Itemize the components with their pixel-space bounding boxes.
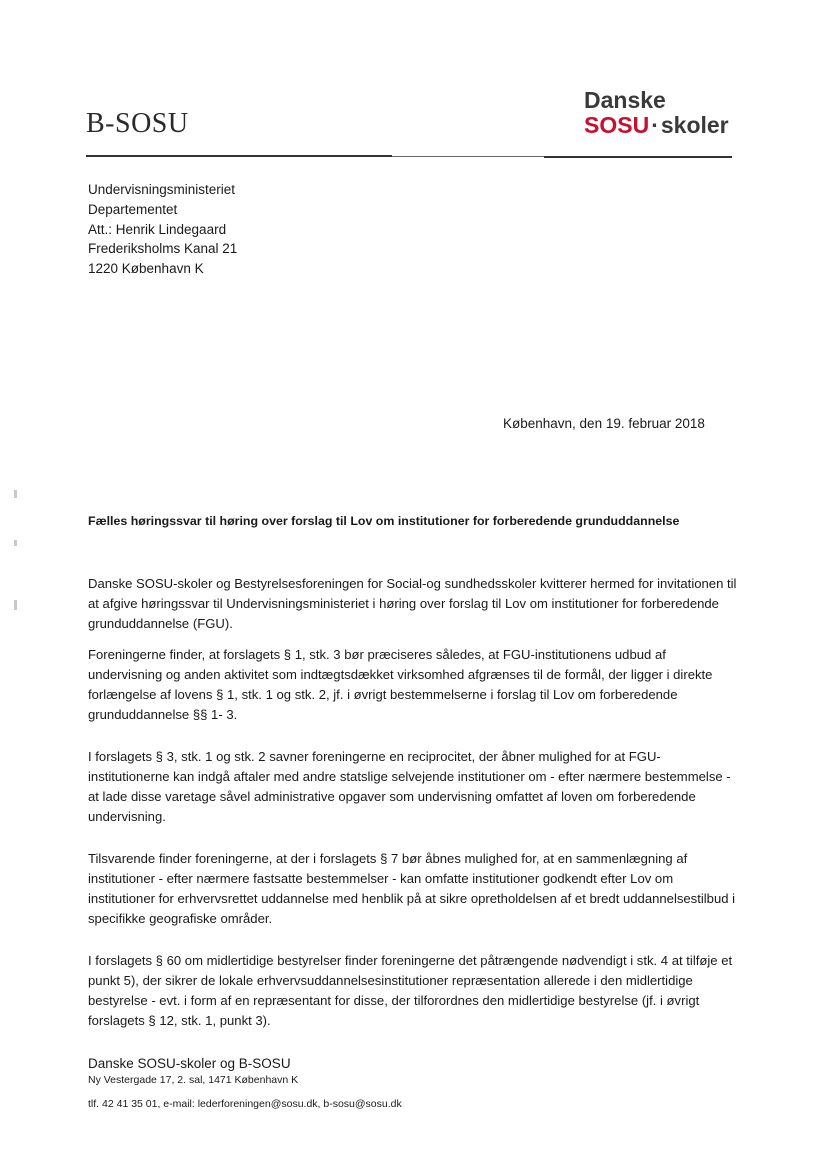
- header-rule-left: [86, 155, 392, 157]
- recipient-line: Undervisningsministeriet: [88, 182, 236, 197]
- danske-sosu-skoler-logo: [584, 88, 729, 138]
- body-paragraph: Danske SOSU-skoler og Bestyrelsesforeningen for Social-og sundhedsskoler kvitterer hermed for invitationen til at afgive høringssvar til Undervisningsministeriet i høring over forslag til Lov om institutioner for forberedende grunduddannelse (FGU).: [88, 576, 737, 631]
- footer-contact: tlf. 42 41 35 01, e-mail: lederforeningen@sosu.dk, b-sosu@sosu.dk: [88, 1098, 402, 1110]
- recipient-line: Frederiksholms Kanal 21: [88, 241, 238, 257]
- logo-danske-text: Danske: [584, 87, 666, 113]
- letter-footer: [88, 1055, 402, 1112]
- recipient-line: Att.: Henrik Lindegaard: [88, 221, 227, 237]
- footer-address: Ny Vestergade 17, 2. sal, 1471 København K: [88, 1074, 299, 1086]
- recipient-line: 1220 København K: [88, 261, 204, 277]
- header-rule-right: [544, 156, 732, 158]
- body-paragraph: I forslagets § 60 om midlertidige bestyrelser finder foreningerne det påtrængende nødvendigt i stk. 4 at tilføje et punkt 5), der sikrer de lokale erhvervsuddannelsesinstitutioner repræsentation allerede i den midlertidige bestyrelse - evt. i form af en repræsentant for disse, der tilforordnes den midlertidige bestyrelse (jf. i øvrigt forslagets § 12, stk. 1, punkt 3).: [88, 953, 733, 1028]
- scan-artifact: [14, 540, 17, 546]
- body-paragraph: I forslagets § 3, stk. 1 og stk. 2 savner foreningerne en reciprocitet, der åbner mulighed for at FGU-institutionerne kan indgå aftaler med andre statslige selvejende institutioner om - efter nærmere bestemmelse - at lade disse varetage såvel administrative opgaver som undervisning omfattet af loven om forberedende undervisning.: [88, 749, 731, 824]
- logo-dot: ·: [651, 112, 659, 138]
- letter-subject: Fælles høringssvar til høring over forslag til Lov om institutioner for forberedende grunduddannelse: [88, 514, 680, 528]
- body-paragraph: Foreningerne finder, at forslagets § 1, stk. 3 bør præciseres således, at FGU-institutionens udbud af undervisning og anden aktivitet som indtægtsdækket virksomhed afgrænses til de formål, der ligger i direkte forlængelse af lovens § 1, stk. 1 og stk. 2, jf. i øvrigt bestemmelserne i forslag til Lov om forberedende grunduddannelse §§ 1- 3.: [88, 647, 713, 722]
- recipient-address: [88, 180, 237, 279]
- logo-skoler-text: skoler: [660, 112, 729, 138]
- scan-artifact: [14, 600, 17, 610]
- recipient-line: Departementet: [88, 201, 178, 217]
- logo-sosu-text: SOSU: [584, 112, 650, 138]
- body-paragraph: Tilsvarende finder foreningerne, at der i forslagets § 7 bør åbnes mulighed for, at en sammenlægning af institutioner - efter nærmere fastsatte bestemmelser - kan omfatte institutioner godkendt efter Lov om institutioner for erhvervsrettet uddannelse med henblik på at sikre opretholdelsen af et bredt uddannelsestilbud i specifikke geografiske områder.: [88, 851, 736, 926]
- logo-sosu-skoler-line: [584, 113, 729, 138]
- letter-body: [88, 574, 738, 1042]
- scan-artifact: [14, 490, 17, 498]
- letter-date: København, den 19. februar 2018: [503, 416, 705, 431]
- footer-organization: Danske SOSU-skoler og B-SOSU: [88, 1056, 291, 1071]
- b-sosu-logo: B-SOSU: [86, 108, 189, 139]
- header-rule-middle: [392, 156, 544, 157]
